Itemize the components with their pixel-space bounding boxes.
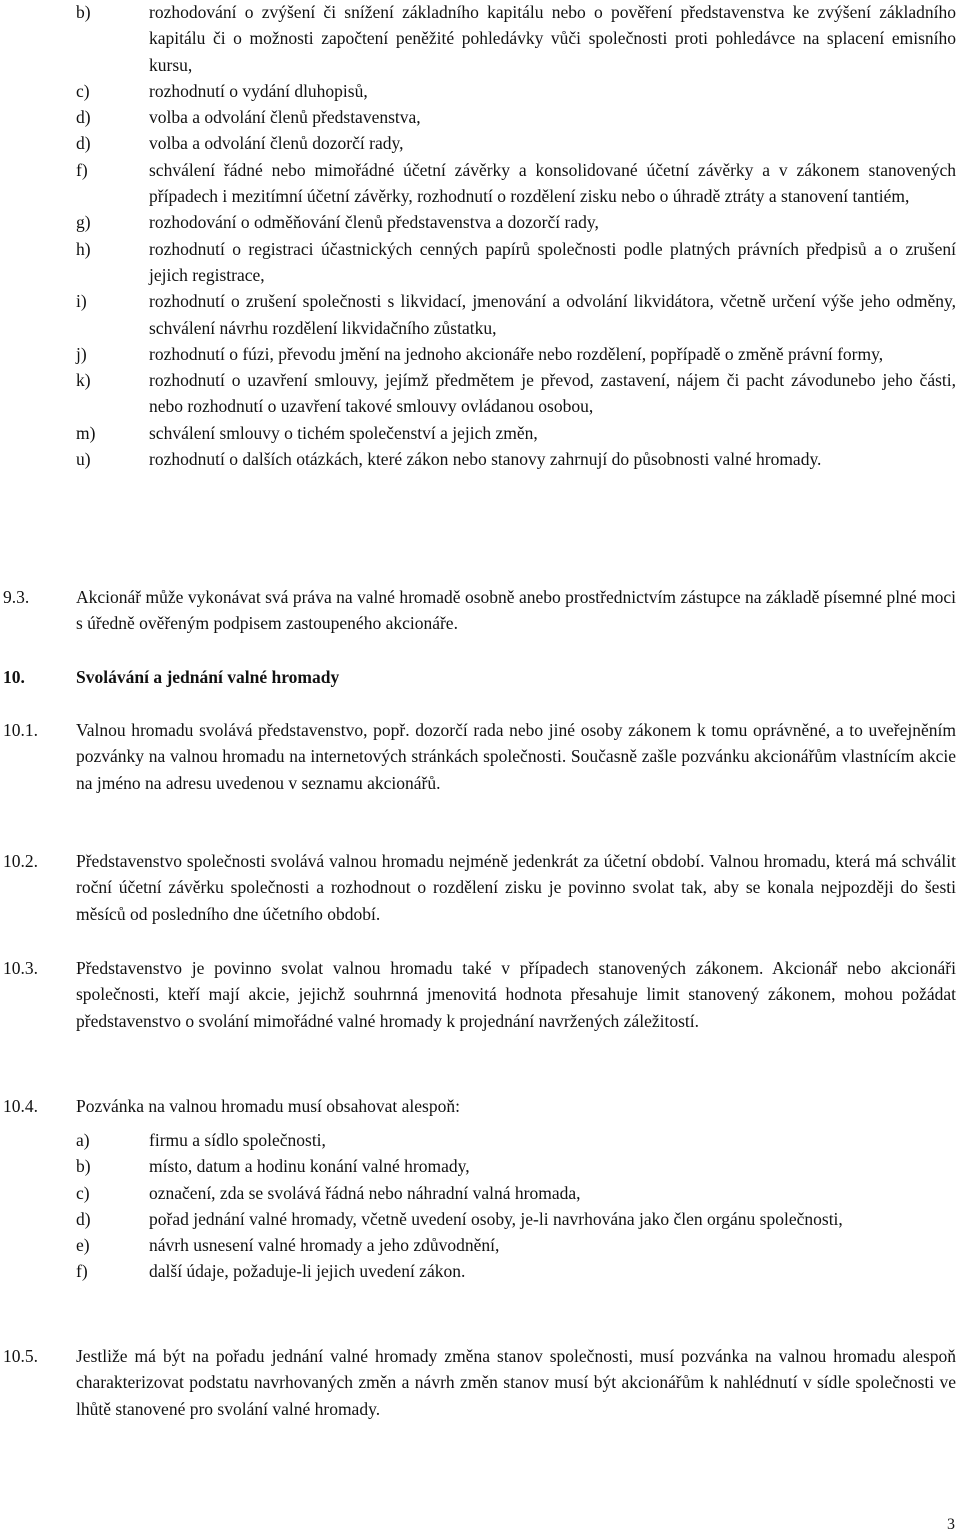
list-item-text: rozhodnutí o fúzi, převodu jmění na jednoho akcionáře nebo rozdělení, popřípadě o změně právní formy, xyxy=(149,343,884,364)
list-item-text: návrh usnesení valné hromady a jeho zdůvodnění, xyxy=(149,1235,500,1256)
list-item-text: označení, zda se svolává řádná nebo náhradní valná hromada, xyxy=(149,1182,581,1203)
section-number: 10.3. xyxy=(3,958,38,978)
list-item-text: rozhodnutí o zrušení společnosti s likvidací, jmenování a odvolání likvidátora, včetně určení výše jeho odměny, schválení návrhu rozdělení likvidačního zůstatku, xyxy=(149,291,956,338)
section-text: Akcionář může vykonávat svá práva na valné hromadě osobně anebo prostřednictvím zástupce na základě písemné plné moci s úředně ověřeným podpisem zastoupeného akcionáře. xyxy=(76,587,956,634)
list-marker: f) xyxy=(76,159,88,180)
list-item xyxy=(76,78,956,104)
list-marker: a) xyxy=(76,1130,90,1150)
list-item-text: schválení smlouvy o tichém společenství a jejich změn, xyxy=(149,422,538,443)
list-item-text: rozhodnutí o registraci účastnických cenných papírů společnosti podle platných právních předpisů a o zrušení jejich registrace, xyxy=(149,238,956,285)
list-item xyxy=(76,130,956,156)
section-10-heading xyxy=(3,664,956,690)
list-item xyxy=(76,209,956,235)
list-item-text: rozhodnutí o dalších otázkách, které zákon nebo stanovy zahrnují do působnosti valné hromady. xyxy=(149,449,822,470)
list-item xyxy=(76,1258,956,1284)
list-item xyxy=(76,288,956,341)
list-item-text: volba a odvolání členů představenstva, xyxy=(149,107,421,128)
list-item-text: rozhodování o odměňování členů představenstva a dozorčí rady, xyxy=(149,212,599,233)
list-marker: m) xyxy=(76,422,96,443)
list-item-text: další údaje, požaduje-li jejich uvedení zákon. xyxy=(149,1261,466,1282)
list-marker: c) xyxy=(76,1182,90,1203)
list-item xyxy=(76,1127,956,1153)
section-9-3 xyxy=(3,584,956,637)
list-item xyxy=(76,341,956,367)
list-item-text: místo, datum a hodinu konání valné hromady, xyxy=(149,1156,470,1177)
list-item-text: rozhodování o zvýšení či snížení základního kapitálu nebo o pověření představenstva ke zvýšení základního kapitálu či o možnosti započtení peněžité pohledávky vůči společnosti proti pohledávce na splacení emisního kursu, xyxy=(149,2,956,75)
section-text: Valnou hromadu svolává představenstvo, popř. dozorčí rada nebo jiné osoby zákonem k tomu oprávněné, a to uveřejněním pozvánky na valnou hromadu na internetových stránkách společnosti. Současně zašle pozvánku akcionářům vlastnícím akcie na jméno na adresu uvedenou v seznamu akcionářů. xyxy=(76,720,956,793)
list-item xyxy=(76,420,956,446)
section-10-3 xyxy=(3,955,956,1034)
list-bottom xyxy=(76,1127,956,1285)
section-number: 9.3. xyxy=(3,587,30,607)
section-number: 10.1. xyxy=(3,720,38,740)
list-marker: b) xyxy=(76,1156,91,1177)
section-title: Svolávání a jednání valné hromady xyxy=(76,667,340,687)
section-number: 10.2. xyxy=(3,851,38,871)
section-number: 10.4. xyxy=(3,1096,38,1116)
list-marker: d) xyxy=(76,107,91,128)
list-item xyxy=(76,104,956,130)
list-item xyxy=(76,0,956,78)
list-item xyxy=(76,367,956,420)
list-item-text: rozhodnutí o uzavření smlouvy, jejímž předmětem je převod, zastavení, nájem či pacht závodunebo jeho části, nebo rozhodnutí o uzavření takové smlouvy ovládanou osobou, xyxy=(149,370,956,417)
list-item xyxy=(76,1153,956,1179)
list-item-text: firmu a sídlo společnosti, xyxy=(149,1130,326,1150)
list-item xyxy=(76,236,956,289)
section-text: Pozvánka na valnou hromadu musí obsahovat alespoň: xyxy=(76,1096,460,1116)
list-marker: c) xyxy=(76,80,90,101)
list-marker: d) xyxy=(76,133,91,154)
list-marker: g) xyxy=(76,212,91,233)
list-item xyxy=(76,1232,956,1258)
list-marker: f) xyxy=(76,1261,88,1282)
list-marker: j) xyxy=(76,343,87,364)
section-text: Představenstvo je povinno svolat valnou hromadu také v případech stanovených zákonem. Akcionář nebo akcionáři společnosti, kteří mají akcie, jejichž souhrnná jmenovitá hodnota přesahuje limit stanovený zákonem, mohou požádat představenstvo o svolání mimořádné valné hromady k projednání navržených záležitostí. xyxy=(76,958,956,1031)
section-10-1 xyxy=(3,717,956,796)
list-item-text: pořad jednání valné hromady, včetně uvedení osoby, je-li navrhována jako člen orgánu společnosti, xyxy=(149,1208,843,1229)
list-marker: d) xyxy=(76,1208,91,1229)
list-item-text: volba a odvolání členů dozorčí rady, xyxy=(149,133,404,154)
list-top xyxy=(76,0,956,472)
list-marker: h) xyxy=(76,238,91,259)
section-number: 10.5. xyxy=(3,1346,38,1366)
list-item xyxy=(76,1206,956,1232)
section-number: 10. xyxy=(3,667,25,687)
section-10-2 xyxy=(3,848,956,927)
list-marker: u) xyxy=(76,449,91,470)
list-item-text: rozhodnutí o vydání dluhopisů, xyxy=(149,80,368,101)
list-item-text: schválení řádné nebo mimořádné účetní závěrky a konsolidované účetní závěrky a v zákonem stanovených případech i mezitímní účetní závěrky, rozhodnutí o rozdělení zisku nebo o úhradě ztráty a stanovení tantiém, xyxy=(149,159,956,207)
section-text: Jestliže má být na pořadu jednání valné hromady změna stanov společnosti, musí pozvánka na valnou hromadu alespoň charakterizovat podstatu navrhovaných změn a návrh změn stanov musí být akcionářům k nahlédnutí v sídle společnosti ve lhůtě stanovené pro svolání valné hromady. xyxy=(76,1346,956,1419)
list-item xyxy=(76,157,956,210)
section-10-5 xyxy=(3,1343,956,1422)
list-item xyxy=(76,1180,956,1206)
list-marker: i) xyxy=(76,291,87,312)
list-marker: k) xyxy=(76,370,91,391)
list-marker: b) xyxy=(76,2,91,22)
list-item xyxy=(76,446,956,472)
list-marker: e) xyxy=(76,1235,90,1256)
section-10-4 xyxy=(3,1093,956,1119)
page-number: 3 xyxy=(947,1516,955,1533)
section-text: Představenstvo společnosti svolává valnou hromadu nejméně jedenkrát za účetní období. Valnou hromadu, která má schválit roční účetní závěrku společnosti a rozhodnout o rozdělení zisku je povinno svolat tak, aby se konala nejpozději do šesti měsíců od posledního dne účetního období. xyxy=(76,851,956,924)
